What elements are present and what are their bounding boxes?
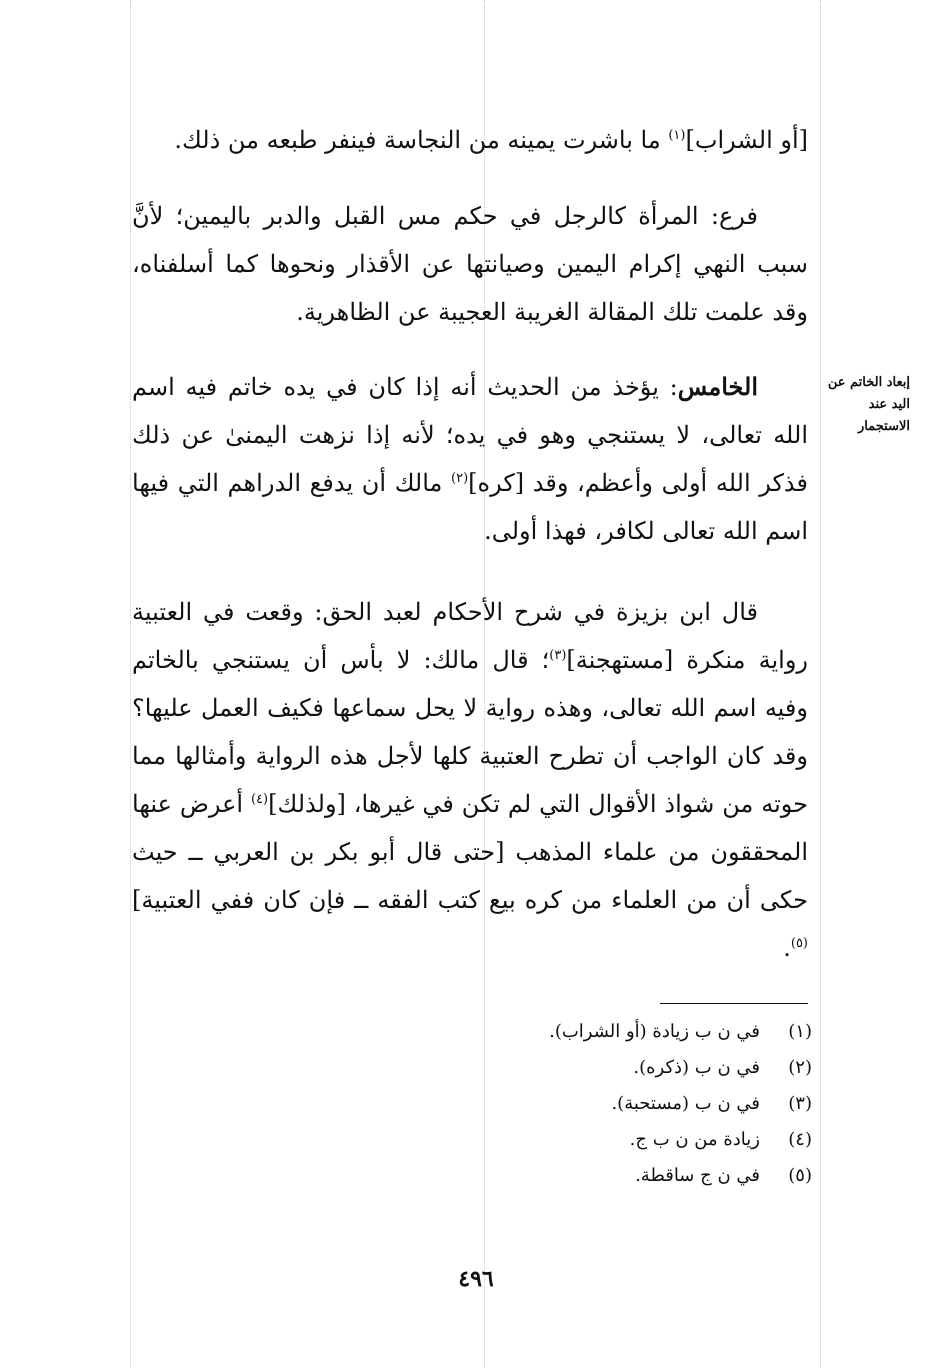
paragraph-3	[132, 363, 808, 555]
footnote-ref-3: (٣)	[549, 648, 567, 663]
footnote-1	[549, 1014, 812, 1050]
footnote-number: (٤)	[788, 1129, 812, 1150]
p4-text-b: ؛ قال مالك: لا بأس أن يستنجي بالخاتم وفيه اسم الله تعالى، وهذه رواية لا يحل سماعها فكيف العمل عليها؟ وقد كان الواجب أن تطرح العتبية كلها لأجل هذه الرواية وأمثالها مما حوته من شواذ الأقوال التي لم تكن في غيرها، [ولذلك]	[132, 646, 808, 818]
paragraph-2	[132, 192, 808, 336]
footnote-separator	[660, 1003, 808, 1004]
footnote-number: (٢)	[788, 1057, 812, 1078]
footnote-text: في ن ج ساقطة.	[635, 1165, 760, 1186]
footnote-number: (١)	[788, 1021, 812, 1042]
p4-text-d: .	[783, 934, 791, 962]
footnote-text: في ن ب زيادة (أو الشراب).	[549, 1021, 760, 1042]
p3-heading: الخامس	[677, 372, 758, 401]
page-number: ٤٩٦	[458, 1266, 494, 1292]
dotted-guide-left	[130, 0, 131, 1368]
footnote-number: (٣)	[788, 1093, 812, 1114]
footnote-2	[549, 1050, 812, 1086]
footnote-ref-2: (٢)	[451, 471, 469, 486]
footnote-number: (٥)	[788, 1165, 812, 1186]
footnote-text: في ن ب (ذكره).	[633, 1057, 760, 1078]
footnote-text: زيادة من ن ب ج.	[629, 1129, 760, 1150]
footnotes	[549, 1014, 812, 1194]
p1-text-a: [أو الشراب]	[685, 126, 808, 154]
footnote-3	[549, 1086, 812, 1122]
p4-text-a: قال ابن بزيزة في شرح الأحكام لعبد الحق: وقعت في العتبية رواية منكرة [مستهجنة]	[132, 598, 808, 674]
footnote-ref-4: (٤)	[250, 792, 269, 807]
footnote-text: في ن ب (مستحبة).	[611, 1093, 760, 1114]
footnote-ref-1: (١)	[668, 128, 686, 143]
footnote-ref-5: (٥)	[790, 936, 808, 951]
footnote-4	[549, 1122, 812, 1158]
margin-note: إبعاد الخاتم عن اليد عند الاستجمار	[827, 375, 910, 434]
p1-text-b: ما باشرت يمينه من النجاسة فينفر طبعه من ذلك.	[174, 126, 669, 154]
dotted-guide-right	[820, 0, 821, 1368]
footnote-5	[549, 1158, 812, 1194]
p3-text-a: : يؤخذ من الحديث أنه إذا كان في يده خاتم فيه اسم الله تعالى، لا يستنجي وهو في يده؛ لأنه إذا نزهت اليمنىٰ عن ذلك فذكر الله أولى وأعظم، وقد [كره]	[132, 373, 808, 497]
paragraph-4	[132, 588, 808, 972]
p4-text-c: أعرض عنها المحققون من علماء المذهب [حتى قال أبو بكر بن العربي ــ حيث حكى أن من العلماء من كره بيع كتب الفقه ــ فإن كان ففي العتبية]	[132, 790, 808, 914]
p2-text: فرع: المرأة كالرجل في حكم مس القبل والدبر باليمين؛ لأنَّ سبب النهي إكرام اليمين وصيانتها عن الأقذار ونحوها كما أسلفناه، وقد علمت تلك المقالة الغريبة العجيبة عن الظاهرية.	[132, 202, 808, 326]
paragraph-1	[132, 116, 808, 164]
p3-text-b: مالك أن يدفع الدراهم التي فيها اسم الله تعالى لكافر، فهذا أولى.	[132, 469, 808, 545]
